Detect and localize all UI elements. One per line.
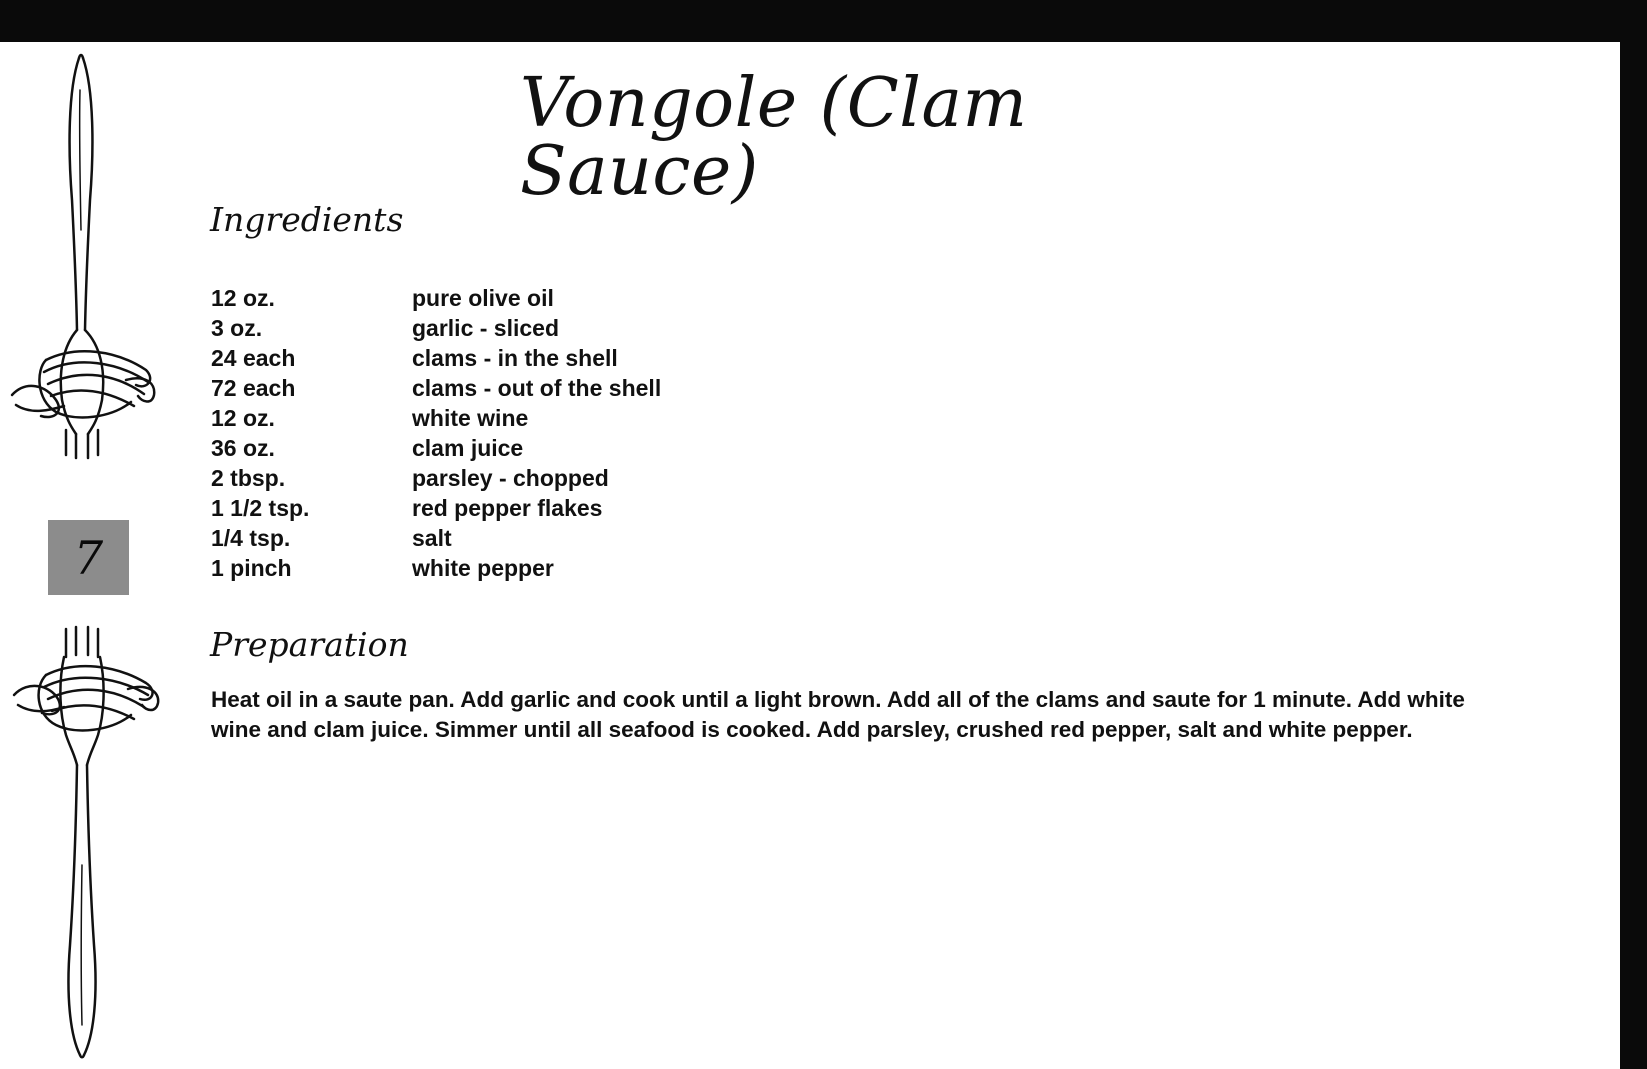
ingredient-quantity: 24 each bbox=[211, 344, 296, 371]
top-border-band bbox=[0, 0, 1647, 42]
ingredient-quantity: 12 oz. bbox=[211, 284, 275, 311]
ingredient-name: red pepper flakes bbox=[412, 494, 603, 521]
ingredient-row bbox=[211, 373, 661, 403]
ingredient-quantity: 1 pinch bbox=[211, 554, 292, 581]
right-border-band bbox=[1620, 0, 1647, 1069]
recipe-title: Vongole (Clam Sauce) bbox=[520, 64, 1028, 211]
ingredient-name: white wine bbox=[412, 404, 529, 431]
preparation-instructions: Heat oil in a saute pan. Add garlic and cook until a light brown. Add all of the clams and saute for 1 minute. Add white wine and clam juice. Simmer until all seafood is cooked. Add parsley, crushed red pepper, salt and white pepper. bbox=[211, 687, 1465, 742]
page-number-badge bbox=[48, 520, 129, 595]
ingredient-name: clams - out of the shell bbox=[412, 374, 662, 401]
ingredient-name: clam juice bbox=[412, 434, 524, 461]
ingredient-name: clams - in the shell bbox=[412, 344, 618, 371]
ingredient-row bbox=[211, 493, 661, 523]
ingredients-list bbox=[211, 283, 661, 583]
ingredient-row bbox=[211, 343, 661, 373]
ingredient-row bbox=[211, 463, 661, 493]
ingredient-quantity: 2 tbsp. bbox=[211, 464, 286, 491]
ingredients-heading: Ingredients bbox=[210, 200, 404, 239]
ingredient-quantity: 12 oz. bbox=[211, 404, 275, 431]
ingredient-quantity: 1 1/2 tsp. bbox=[211, 494, 310, 521]
ingredient-name: white pepper bbox=[412, 554, 554, 581]
ingredient-quantity: 72 each bbox=[211, 374, 296, 401]
ingredient-quantity: 1/4 tsp. bbox=[211, 524, 291, 551]
fork-with-pasta-icon bbox=[6, 50, 166, 480]
fork-with-pasta-icon bbox=[6, 625, 166, 1060]
ingredient-name: parsley - chopped bbox=[412, 464, 609, 491]
ingredient-row bbox=[211, 553, 661, 583]
ingredient-quantity: 36 oz. bbox=[211, 434, 275, 461]
ingredient-quantity: 3 oz. bbox=[211, 314, 263, 341]
ingredient-name: pure olive oil bbox=[412, 284, 554, 311]
ingredient-row bbox=[211, 283, 661, 313]
ingredient-row bbox=[211, 313, 661, 343]
page-number: 7 bbox=[73, 530, 104, 585]
ingredient-row bbox=[211, 433, 661, 463]
ingredient-row bbox=[211, 403, 661, 433]
ingredient-row bbox=[211, 523, 661, 553]
ingredient-name: salt bbox=[412, 524, 452, 551]
ingredient-name: garlic - sliced bbox=[412, 314, 560, 341]
preparation-heading: Preparation bbox=[210, 625, 409, 664]
